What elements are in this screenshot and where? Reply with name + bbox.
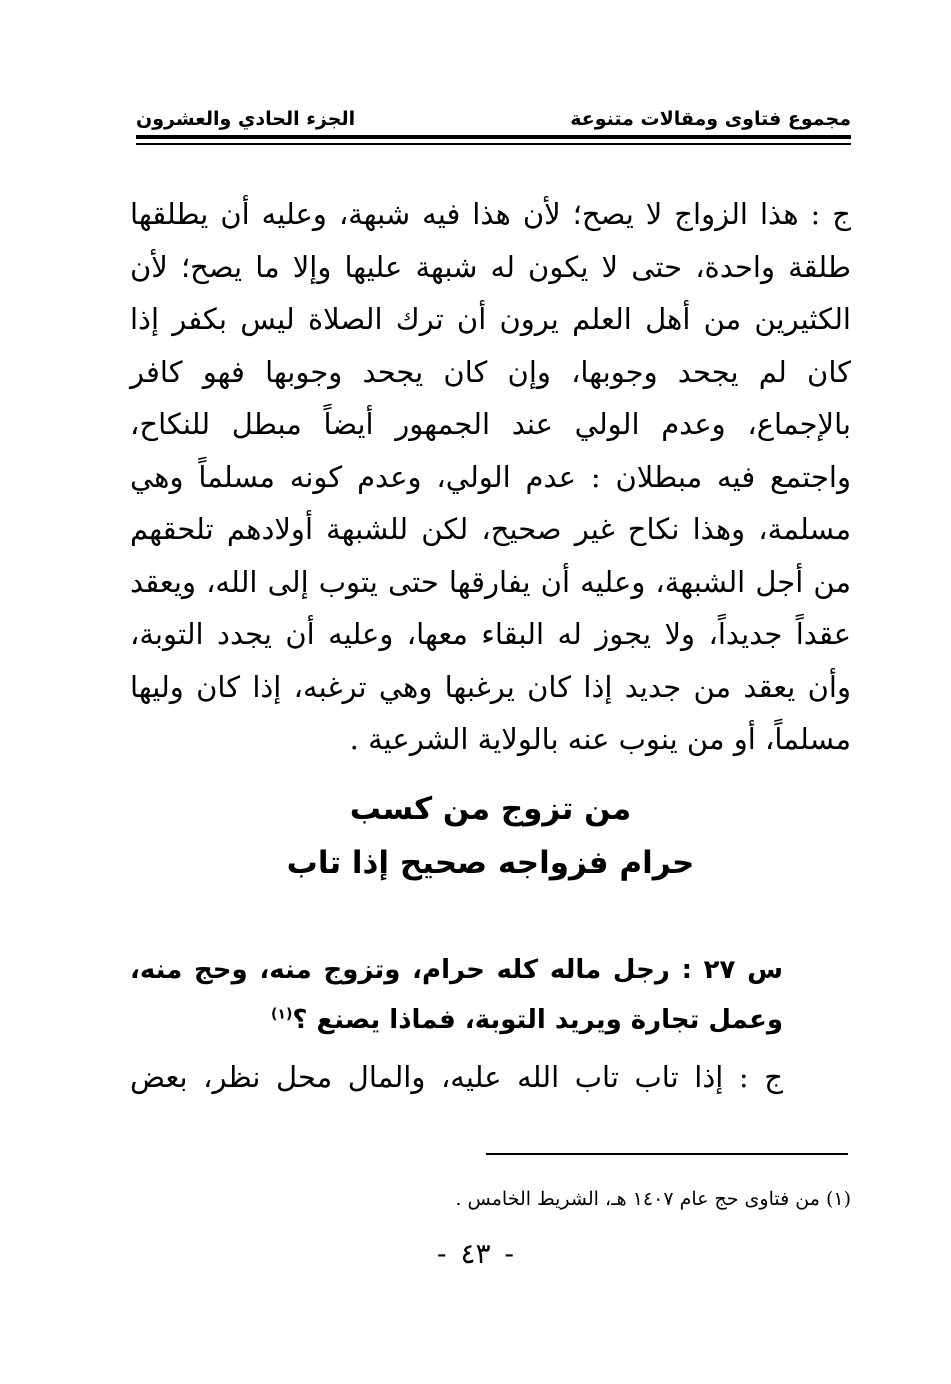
header-rule-thin <box>136 143 851 145</box>
page-number <box>0 1234 951 1274</box>
section-heading <box>130 782 851 890</box>
answer-start-label: ج : <box>738 1060 783 1094</box>
section-heading-line-2: حرام فزواجه صحيح إذا تاب <box>286 845 695 881</box>
page-number-dash-left: - <box>436 1237 447 1270</box>
footnote-reference: (١) <box>271 1006 293 1023</box>
page-number-value: ٤٣ <box>460 1237 491 1270</box>
footnote-rule <box>486 1153 848 1155</box>
footnote <box>300 1184 851 1214</box>
answer-label: ج : <box>810 197 852 231</box>
volume-label: الجزء الحادي والعشرون <box>136 108 356 130</box>
answer-paragraph <box>130 188 851 766</box>
footnote-marker: (١) <box>825 1188 851 1210</box>
answer-start-text: إذا تاب تاب الله عليه، والمال محل نظر، بعض <box>130 1060 724 1094</box>
section-heading-line-1: من تزوج من كسب <box>349 791 632 827</box>
running-header <box>136 96 851 130</box>
answer-start-paragraph <box>130 1052 783 1102</box>
question-label: س ٢٧ : <box>681 955 784 985</box>
book-title: مجموع فتاوى ومقالات متنوعة <box>570 108 851 130</box>
footnote-text: من فتاوى حج عام ١٤٠٧ هـ، الشريط الخامس . <box>455 1188 820 1210</box>
header-rule-thick <box>136 135 851 139</box>
question-text: رجل ماله كله حرام، وتزوج منه، وحج منه، وعمل تجارة ويريد التوبة، فماذا يصنع ؟ <box>130 955 783 1035</box>
answer-text: هذا الزواج لا يصح؛ لأن هذا فيه شبهة، وعليه أن يطلقها طلقة واحدة، حتى لا يكون له شبهة عليها وإلا ما يصح؛ لأن الكثيرين من أهل العلم يرون أن ترك الصلاة ليس بكفر إذا كان لم يجحد وجوبها، وإن كان يجحد وجوبها فهو كافر بالإجماع، وعدم الولي عند الجمهور أيضاً مبطل للنكاح، واجتمع فيه مبطلان : عدم الولي، وعدم كونه مسلماً وهي مسلمة، وهذا نكاح غير صحيح، لكن للشبهة أولادهم تلحقهم من أجل الشبهة، وعليه أن يفارقها حتى يتوب إلى الله، ويعقد عقداً جديداً، ولا يجوز له البقاء معها، وعليه أن يجدد التوبة، وأن يعقد من جديد إذا كان يرغبها وهي ترغبه، إذا كان وليها مسلماً، أو من ينوب عنه بالولاية الشرعية . <box>130 197 851 756</box>
page-number-dash-right: - <box>504 1237 514 1270</box>
question-paragraph <box>130 945 783 1045</box>
